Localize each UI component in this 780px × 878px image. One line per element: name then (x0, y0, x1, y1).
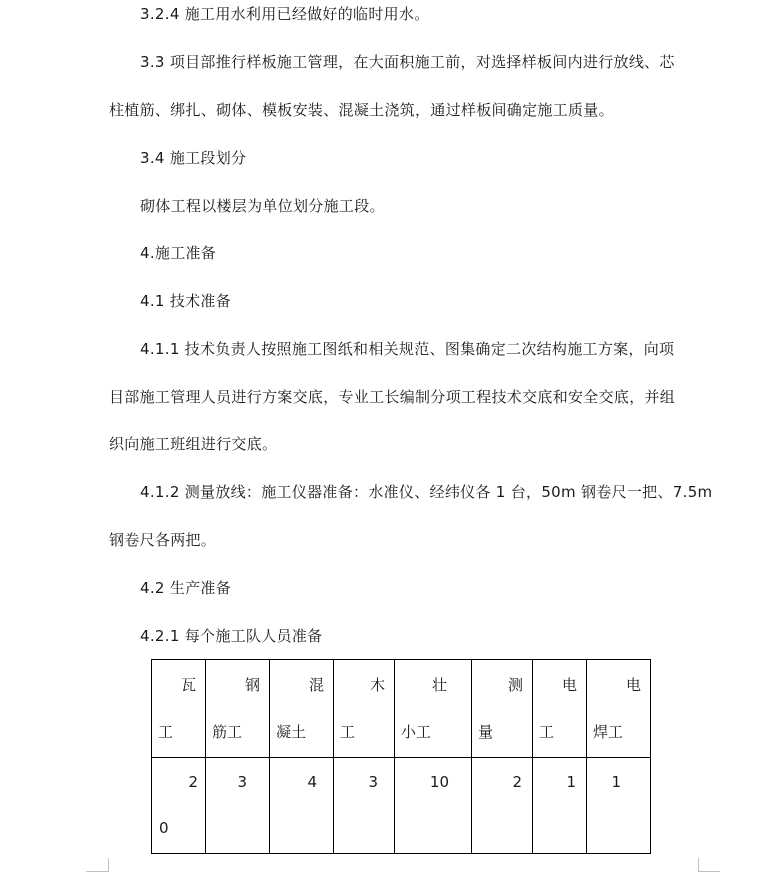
heading-4-1: 4.1 技术准备 (140, 292, 232, 310)
table-cell: 1 (587, 758, 651, 854)
table-cell: 3 (334, 758, 395, 854)
table-header-cell: 测 量 (472, 660, 533, 758)
table-cell: 1 (533, 758, 587, 854)
staff-table (151, 659, 651, 854)
table-header-cell: 电 工 (533, 660, 587, 758)
table-cell: 10 (395, 758, 472, 854)
crop-mark (86, 871, 108, 872)
paragraph-4-1-2-line1: 4.1.2 测量放线：施工仪器准备：水准仪、经纬仪各 1 台，50m 钢卷尺一把、7.5m (140, 483, 713, 501)
table-cell: 4 (270, 758, 334, 854)
paragraph-4-1-1-line3: 织向施工班组进行交底。 (109, 435, 278, 453)
heading-4-2-1: 4.2.1 每个施工队人员准备 (140, 627, 323, 645)
table-header-cell: 木 工 (334, 660, 395, 758)
heading-4-2: 4.2 生产准备 (140, 579, 232, 597)
paragraph-3-3-line2: 柱植筋、绑扎、砌体、模板安装、混凝土浇筑，通过样板间确定施工质量。 (109, 101, 614, 119)
crop-mark (698, 871, 720, 872)
paragraph-4-1-2-line2: 钢卷尺各两把。 (109, 531, 217, 549)
crop-mark (108, 858, 109, 872)
table-cell: 2 0 (152, 758, 206, 854)
table-row (152, 758, 651, 854)
heading-4: 4.施工准备 (140, 244, 217, 262)
table-header-cell: 瓦 工 (152, 660, 206, 758)
paragraph-4-1-1-line2: 目部施工管理人员进行方案交底，专业工长编制分项工程技术交底和安全交底，并组 (109, 388, 676, 406)
crop-mark (698, 858, 699, 872)
table-header-cell: 电 焊工 (587, 660, 651, 758)
paragraph-3-3-line1: 3.3 项目部推行样板施工管理，在大面积施工前，对选择样板间内进行放线、芯 (140, 53, 675, 71)
table-cell: 3 (206, 758, 270, 854)
table-header-cell: 壮 小工 (395, 660, 472, 758)
table-header-cell: 钢 筋工 (206, 660, 270, 758)
paragraph-masonry-sections: 砌体工程以楼层为单位划分施工段。 (140, 197, 385, 215)
table-header-row (152, 660, 651, 758)
table-header-cell: 混 凝土 (270, 660, 334, 758)
heading-3-4: 3.4 施工段划分 (140, 149, 247, 167)
table-cell: 2 (472, 758, 533, 854)
paragraph-4-1-1-line1: 4.1.1 技术负责人按照施工图纸和相关规范、图集确定二次结构施工方案，向项 (140, 340, 675, 358)
paragraph-3-2-4: 3.2.4 施工用水利用已经做好的临时用水。 (140, 5, 430, 23)
